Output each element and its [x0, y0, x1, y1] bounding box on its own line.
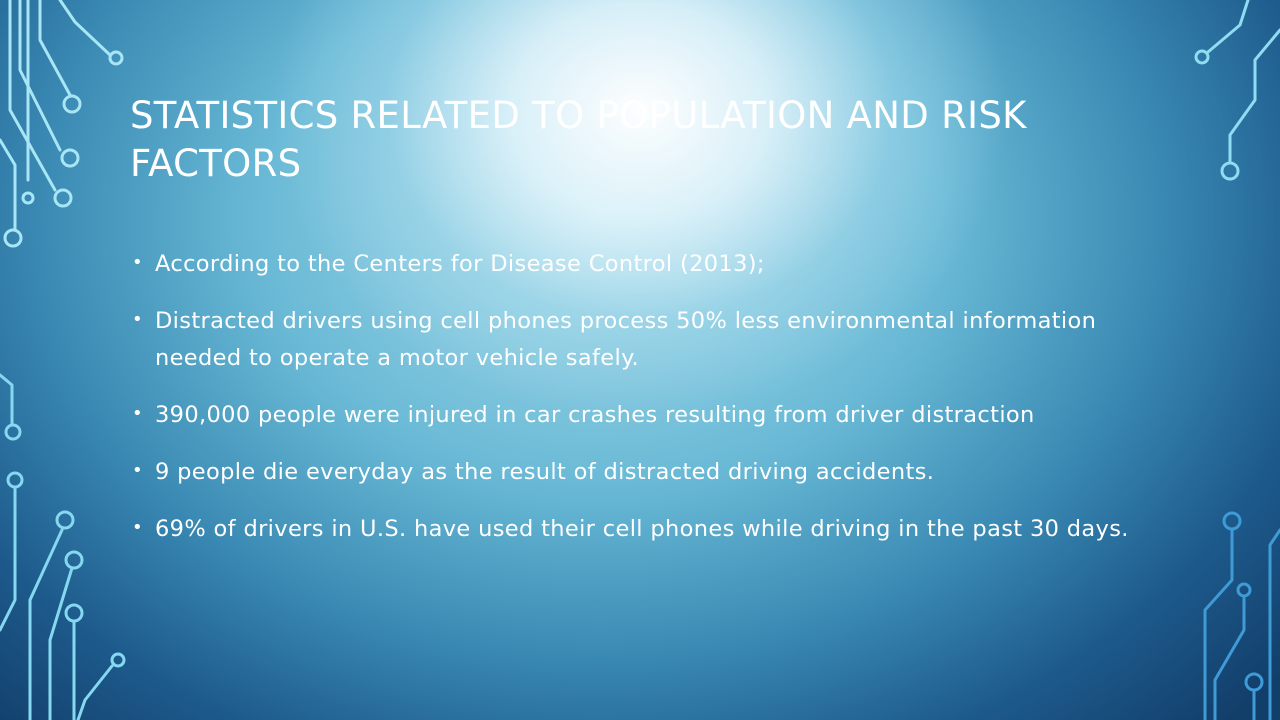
bullet-dot-icon: • [132, 252, 143, 273]
bullet-text: 9 people die everyday as the result of distracted driving accidents. [155, 459, 935, 485]
list-item [130, 246, 1170, 283]
list-item [130, 511, 1170, 548]
bullet-dot-icon: • [132, 517, 143, 538]
bullet-text: 390,000 people were injured in car crashes resulting from driver distraction [155, 402, 1035, 428]
list-item [130, 303, 1170, 377]
bullet-list [130, 246, 1170, 568]
bullet-dot-icon: • [132, 309, 143, 330]
bullet-dot-icon: • [132, 460, 143, 481]
bullet-text: According to the Centers for Disease Control (2013); [155, 251, 765, 277]
bullet-dot-icon: • [132, 403, 143, 424]
bullet-text: 69% of drivers in U.S. have used their cell phones while driving in the past 30 days. [155, 516, 1129, 542]
slide-title: STATISTICS RELATED TO POPULATION AND RISK FACTORS [130, 94, 1027, 185]
bullet-text: Distracted drivers using cell phones process 50% less environmental information needed to operate a motor vehicle safely. [155, 308, 1097, 371]
list-item [130, 454, 1170, 491]
list-item [130, 397, 1170, 434]
